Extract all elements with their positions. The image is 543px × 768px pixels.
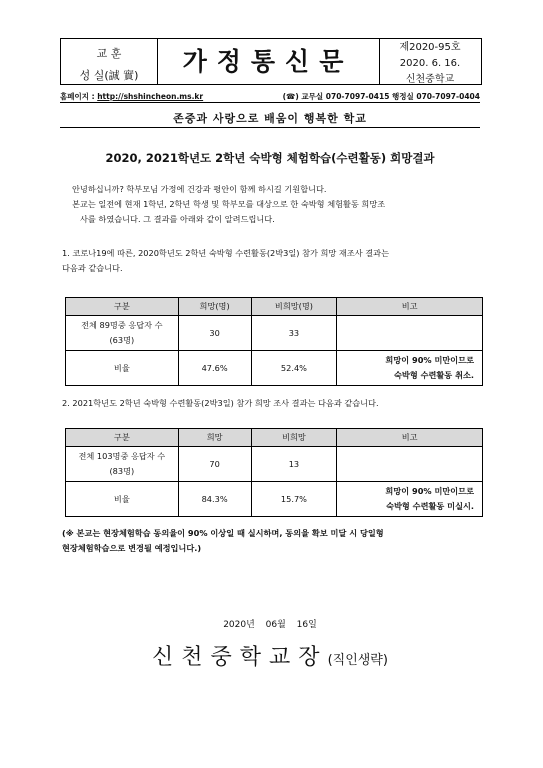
header-cell: 비고 bbox=[337, 298, 483, 316]
row-label bbox=[66, 316, 179, 351]
header-cell: 희망 bbox=[178, 429, 251, 447]
principal-title: 신천중학교장 bbox=[152, 645, 328, 670]
header-box bbox=[60, 38, 482, 85]
no-hope-ratio: 52.4% bbox=[251, 351, 337, 386]
hope-count: 70 bbox=[178, 447, 251, 482]
no-hope-count: 33 bbox=[251, 316, 337, 351]
row-label-line: (83명) bbox=[109, 466, 135, 476]
header-cell: 구분 bbox=[66, 429, 179, 447]
header-cell: 비희망 bbox=[251, 429, 337, 447]
footnote-line: 현장체험학습으로 변경될 예정입니다.) bbox=[62, 543, 202, 553]
issue-date: 2020년 06월 16일 bbox=[223, 620, 317, 630]
footnote-line: (※ 본교는 현장체험학습 동의율이 90% 이상일 때 실시하며, 동의율 확보 미달 시 당일형 bbox=[62, 528, 384, 538]
remark-cell bbox=[337, 482, 483, 517]
document-title: 가정통신문 bbox=[157, 39, 380, 84]
header-cell: 구분 bbox=[66, 298, 179, 316]
section1-line: 1. 코로나19에 따른, 2020학년도 2학년 숙박형 수련활동(2박3일) 참가 희망 재조사 결과는 bbox=[62, 248, 389, 258]
remark-cell bbox=[337, 351, 483, 386]
section2-text bbox=[62, 396, 482, 411]
header-cell: 희망(명) bbox=[178, 298, 251, 316]
homepage-link[interactable]: http://shshincheon.ms.kr bbox=[97, 92, 204, 101]
survey-table-2020 bbox=[65, 297, 483, 386]
remark-cell bbox=[337, 447, 483, 482]
seal-note: (직인생략) bbox=[327, 653, 388, 668]
row-label-line: 전체 103명중 응답자 수 bbox=[78, 451, 166, 461]
remark-line: 희망이 90% 미만이므로 bbox=[385, 486, 474, 496]
table-row bbox=[66, 447, 483, 482]
remark-line: 희망이 90% 미만이므로 bbox=[385, 355, 474, 365]
school-name: 신천중학교 bbox=[405, 74, 455, 85]
row-label: 비율 bbox=[66, 482, 179, 517]
no-hope-count: 13 bbox=[251, 447, 337, 482]
notice-title: 2020, 2021학년도 2학년 숙박형 체험학습(수련활동) 희망결과 bbox=[105, 151, 435, 165]
motto-label: 교 훈 bbox=[96, 47, 122, 60]
table-header-row bbox=[66, 429, 483, 447]
section1-line: 다음과 같습니다. bbox=[62, 263, 123, 273]
header-cell: 비고 bbox=[337, 429, 483, 447]
table-row bbox=[66, 482, 483, 517]
hope-count: 30 bbox=[178, 316, 251, 351]
header-cell: 비희망(명) bbox=[251, 298, 337, 316]
divider bbox=[60, 127, 480, 128]
school-motto-cell bbox=[61, 39, 158, 84]
intro-line: 사를 하였습니다. 그 결과를 아래와 같이 알려드립니다. bbox=[80, 214, 275, 224]
intro-paragraph bbox=[62, 182, 482, 227]
row-label: 비율 bbox=[66, 351, 179, 386]
row-label bbox=[66, 447, 179, 482]
table-header-row bbox=[66, 298, 483, 316]
remark-line: 숙박형 수련활동 미실시. bbox=[386, 501, 474, 511]
doc-number: 제2020-95호 bbox=[399, 42, 461, 53]
school-motto: 존중과 사랑으로 배움이 행복한 학교 bbox=[173, 112, 367, 125]
section2-line: 2. 2021학년도 2학년 숙박형 수련활동(2박3일) 참가 희망 조사 결과는 다음과 같습니다. bbox=[62, 398, 379, 408]
intro-line: 본교는 일전에 현재 1학년, 2학년 학생 및 학부모를 대상으로 한 숙박형 체험활동 희망조 bbox=[72, 199, 386, 209]
hope-ratio: 47.6% bbox=[178, 351, 251, 386]
intro-line: 안녕하십니까? 학부모님 가정에 건강과 평안이 함께 하시길 기원합니다. bbox=[72, 184, 327, 194]
divider bbox=[60, 102, 480, 103]
row-label-line: (63명) bbox=[109, 335, 135, 345]
homepage bbox=[60, 91, 203, 102]
row-label-line: 전체 89명중 응답자 수 bbox=[81, 320, 163, 330]
no-hope-ratio: 15.7% bbox=[251, 482, 337, 517]
signature bbox=[60, 640, 480, 671]
phone-numbers: (☎) 교무실 070-7097-0415 행정실 070-7097-0404 bbox=[282, 92, 480, 101]
doc-date: 2020. 6. 16. bbox=[399, 58, 461, 69]
table-row bbox=[66, 351, 483, 386]
footnote bbox=[62, 526, 482, 556]
doc-info-cell bbox=[379, 39, 481, 84]
section1-text bbox=[62, 246, 482, 276]
remark-cell bbox=[337, 316, 483, 351]
motto-value: 성 실(誠 實) bbox=[79, 69, 139, 82]
table-row bbox=[66, 316, 483, 351]
hope-ratio: 84.3% bbox=[178, 482, 251, 517]
remark-line: 숙박형 수련활동 취소. bbox=[394, 370, 474, 380]
survey-table-2021 bbox=[65, 428, 483, 517]
homepage-label: 홈페이지 : bbox=[60, 92, 95, 101]
